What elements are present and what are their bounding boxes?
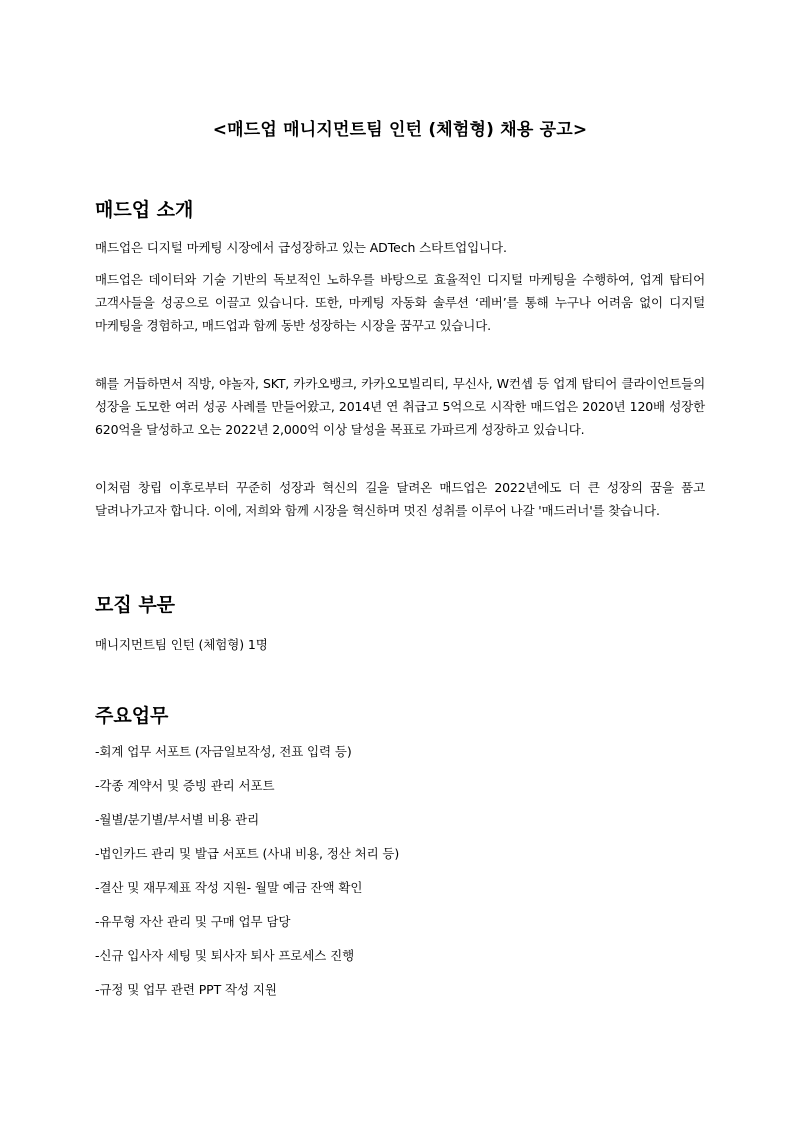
recruitment-position: 매니지먼트팀 인턴 (체험형) 1명 <box>95 637 268 652</box>
intro-paragraph-4: 이처럼 창립 이후로부터 꾸준히 성장과 혁신의 길을 달려온 매드업은 2022년에도 더 큰 성장의 꿈을 품고 달려나가고자 합니다. 이에, 저희와 함께 시장을 혁신하며 멋진 성취를 이루어 나갈 '매드러너'를 찾습니다. <box>95 480 705 519</box>
list-item: -각종 계약서 및 증빙 관리 서포트 <box>95 778 275 793</box>
intro-paragraph-3: 해를 거듭하면서 직방, 야놀자, SKT, 카카오뱅크, 카카오모빌리티, 무신사, W컨셉 등 업계 탑티어 클라이언트들의 성장을 도모한 여러 성공 사례를 만들어왔고, 2014년 연 취급고 5억으로 시작한 매드업은 2020년 120배 성장한 620억을 달성하고 오는 2022년 2,000억 이상 달성을 목표로 가파르게 성장하고 있습니다. <box>95 376 705 438</box>
list-item: -회계 업무 서포트 (자금일보작성, 전표 입력 등) <box>95 744 352 759</box>
duties-heading: 주요업무 <box>95 705 169 727</box>
duties-list <box>95 742 705 1014</box>
intro-heading: 매드업 소개 <box>95 199 194 221</box>
list-item: -규정 및 업무 관련 PPT 작성 지원 <box>95 982 277 997</box>
list-item: -결산 및 재무제표 작성 지원- 월말 예금 잔액 확인 <box>95 880 363 895</box>
list-item: -월별/분기별/부서별 비용 관리 <box>95 812 260 827</box>
recruitment-heading: 모집 부문 <box>95 594 176 616</box>
page-title: <매드업 매니지먼트팀 인턴 (체험형) 채용 공고> <box>212 120 588 140</box>
intro-paragraph-2: 매드업은 데이터와 기술 기반의 독보적인 노하우를 바탕으로 효율적인 디지털 마케팅을 수행하여, 업계 탑티어 고객사들을 성공으로 이끌고 있습니다. 또한, 마케팅 자동화 솔루션 ‘레버’를 통해 누구나 어려움 없이 디지털 마케팅을 경험하고, 매드업과 함께 동반 성장하는 시장을 꿈꾸고 있습니다. <box>95 272 705 334</box>
list-item: -유무형 자산 관리 및 구매 업무 담당 <box>95 914 291 929</box>
list-item: -신규 입사자 세팅 및 퇴사자 퇴사 프로세스 진행 <box>95 948 355 963</box>
intro-paragraph-1: 매드업은 디지털 마케팅 시장에서 급성장하고 있는 ADTech 스타트업입니다. <box>95 240 507 255</box>
list-item: -법인카드 관리 및 발급 서포트 (사내 비용, 정산 처리 등) <box>95 846 400 861</box>
